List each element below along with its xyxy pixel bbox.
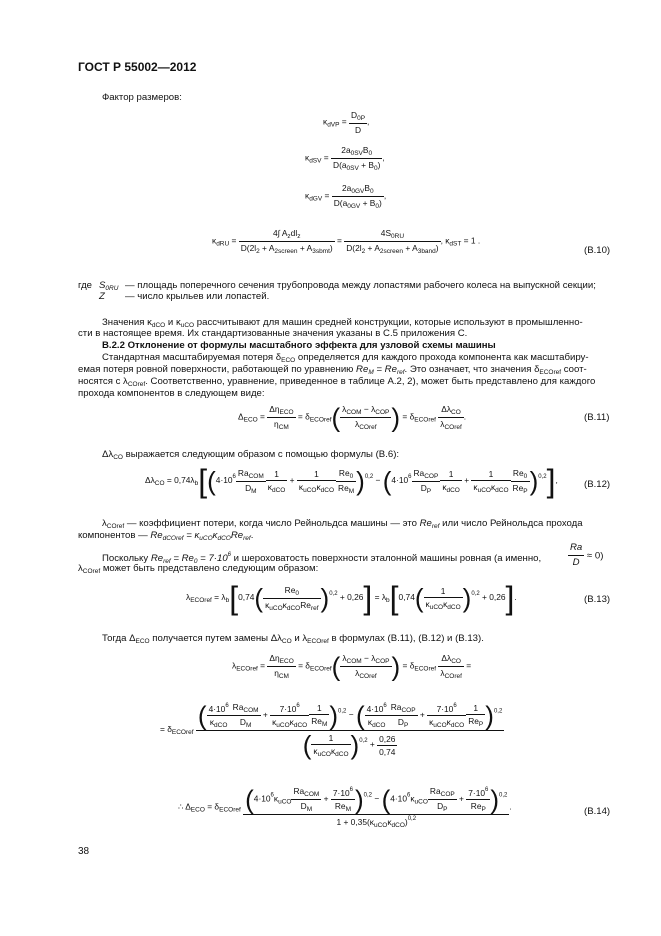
eqno-b11: (B.11) xyxy=(584,412,610,423)
para-then: Тогда $\Delta_{ECO}$ получается путем замены $\Delta\lambda_{CO}$ и $\lambda_{ECOref}$ в формулах (В.11), (В.12) и (В.13). xyxy=(102,633,484,645)
defs-s-desc: — площадь поперечного сечения трубопровода между лопастями рабочего колеса на выпускной секции; xyxy=(125,280,596,291)
p2-l1b: определяется для каждого прохода компонента как масштабиру- xyxy=(295,352,589,363)
p3-text: выражается следующим образом с помощью формулы (В.6): xyxy=(125,449,400,460)
p2-l2a: емая потеря ровной поверхности, работающей по уравнению xyxy=(78,364,357,375)
p6-t1: Тогда Δ xyxy=(102,633,136,644)
eq-b14: ∴ $\Delta_{ECO} = \delta_{ECOref}$ ($4\cdot 10^6\kappa_{uCO}$ $Ra_{COM}$ $D_M$ + $7\cdot 10^6$ $Re_M$ )$^{0,2} - (4\cdot 10^6\kappa_{uCO}$ $Ra_{COP}$ $D_P$ + $7\cdot 10^6$ $Re_P$ )$^{0,2}$ $1 + 0,35(\kappa_{uCO}\kappa_{dCO})^{0,2}$ . xyxy=(178,784,512,829)
p5-l1a: Поскольку xyxy=(102,553,151,564)
para-since-line2: $\lambda_{COref}$ может быть представлено следующим образом: xyxy=(78,563,319,575)
ra-over-d-frac: $\frac{Ra}{D}$ ≈ 0) xyxy=(570,542,604,569)
page-number: 38 xyxy=(78,846,90,857)
p5-l1b: и шероховатость поверхности эталонной машины ровная (а именно, xyxy=(233,553,542,564)
eq-kappa-dgv: $\kappa_{dGV}$ = $2a_{0GV}B_0$ $D(a_{0GV} + B_0)$ , xyxy=(305,183,387,210)
p2-l3a: носятся с λ xyxy=(78,376,128,387)
section-heading-b22: В.2.2 Отклонение от формулы масштабного эффекта для узловой схемы машины xyxy=(102,340,496,351)
p4-l1b: или число Рейнольдса прохода xyxy=(439,518,583,529)
eq-b13: $\lambda_{ECOref} = \lambda_b[0,74$( $Re_0$ $\kappa_{uCO}\kappa_{dCO}Re_{ref}$ )$^{0,2} + 0,26] = \lambda_b[0,74$( 1 $\kappa_{uCO}\kappa_{dCO}$ )$^{0,2}$ + 0,26]. xyxy=(186,580,517,616)
p2-l2b: . Это означает, что значения δ xyxy=(404,364,540,375)
defs-s-symbol: $S_{0RU}$ xyxy=(99,280,119,292)
eqno-b14: (B.14) xyxy=(584,806,611,817)
eq-lambda-ecoref: $\lambda_{ECOref}$ = $\Delta\eta_{ECO}$ $\eta_{CM}$ = $\delta_{ECOref}$( $\lambda_{COM} - \lambda_{COP}$ $\lambda_{COref}$ ) = $\delta_{ECOref}$ $\Delta\lambda_{CO}$ $\lambda_{COref}$ = xyxy=(232,651,472,682)
p4-l2a: компонентов — xyxy=(78,530,151,541)
para-values-line1: Значения $\kappa_{dCO}$ и $\kappa_{uCO}$ рассчитывают для машин средней конструкции, которые используют в промышленно- xyxy=(102,317,583,329)
para-standard-line4: прохода компонентов в следующем виде: xyxy=(78,388,265,399)
eq-kappa-dsv: $\kappa_{dSV}$ = $2a_{0SV}B_0$ $D(a_{0SV} + B_0)$ , xyxy=(305,145,385,172)
eq-b10: $\kappa_{dRU}$ = 4∫ $A_zdl_z$ $D(2l_2 + A_{2screen} + A_{3sbmt})$ = $4S_{0RU}$ $D(2l_2 + A_{2screen} + A_{3band})$ , $\kappa_{dST} = 1$ . xyxy=(212,228,481,255)
document-header: ГОСТ Р 55002—2012 xyxy=(78,60,197,74)
defs-where: где xyxy=(78,280,93,291)
defs-z-desc: — число крыльев или лопастей. xyxy=(125,291,270,302)
p5-l2: может быть представлено следующим образом: xyxy=(102,563,319,574)
eqno-b12: (B.12) xyxy=(584,479,611,490)
p6-t3: в формулах (В.11), (В.12) и (В.13). xyxy=(328,633,484,644)
para-values-line2: сти в настоящее время. Их стандартизованные значения указаны в С.5 приложения С. xyxy=(78,328,468,339)
p2-l1a: Стандартная масштабируемая потеря δ xyxy=(102,352,282,363)
para-standard-line2: емая потеря ровной поверхности, работающей по уравнению $Re_M = Re_{ref}$. Это означает, что значения $\delta_{ECOref}$ соот- xyxy=(78,364,587,376)
eqno-b13: (B.13) xyxy=(584,594,611,605)
defs-z-symbol: Z xyxy=(99,291,105,302)
para-since-line1: Поскольку $Re_{ref} = Re_0 = 7\cdot 10^6$ и шероховатость поверхности эталонной машины ровная (а именно, xyxy=(102,552,542,565)
eq-b11: $\Delta_{ECO}$ = $\Delta\eta_{ECO}$ $\eta_{CM}$ = $\delta_{ECOref}$( $\lambda_{COM} - \lambda_{COP}$ $\lambda_{COref}$ ) = $\delta_{ECOref}$ $\Delta\lambda_{CO}$ $\lambda_{COref}$ . xyxy=(238,402,467,433)
p2-l3b: . Соответственно, уравнение, приведенное в таблице А.2, 2), может быть представлено для каждого xyxy=(145,376,596,387)
p4-l1a: — коэффициент потери, когда число Рейнольдса машины — это xyxy=(126,518,420,529)
para-standard-line3: носятся с $\lambda_{COref}$. Соответственно, уравнение, приведенное в таблице А.2, 2), может быть представлено для каждого xyxy=(78,376,596,388)
size-factor-label: Фактор размеров: xyxy=(102,92,182,103)
p6-t2: получается путем замены xyxy=(149,633,271,644)
para-delta-lambda: $\Delta\lambda_{CO}$ выражается следующим образом с помощью формулы (В.6): xyxy=(102,449,400,461)
para-lambda-coref-line1: $\lambda_{COref}$ — коэффициент потери, когда число Рейнольдса машины — это $Re_{ref}$ или число Рейнольдса прохода xyxy=(102,518,583,530)
eq-b12: $\Delta\lambda_{CO} = 0,74\lambda_b[(4\cdot 10^6$ $Ra_{COM}$ $D_M$ 1 $\kappa_{dCO}$ + 1 $\kappa_{uCO}\kappa_{dCO}$ $Re_0$ $Re_M$ )$^{0,2} - (4\cdot 10^6$ $Ra_{COP}$ $D_P$ 1 $\kappa_{dCO}$ + 1 $\kappa_{uCO}\kappa_{dCO}$ $Re_0$ $Re_P$ )$^{0,2}$], xyxy=(145,463,558,499)
eqno-b10: (B.10) xyxy=(584,245,611,256)
para-standard-line1: Стандартная масштабируемая потеря $\delta_{ECO}$ определяется для каждого прохода компонента как масштабиру- xyxy=(102,352,589,364)
para-lambda-coref-line2: компонентов — $Re_{dCOref} = \kappa_{uCO}\kappa_{dCO}Re_{ref}$. xyxy=(78,530,254,542)
para-values-text1: рассчитывают для машин средней конструкции, которые используют в промышленно- xyxy=(196,317,583,328)
eq-kappa-dvp: $\kappa_{dVP}$ = $\frac{D_{0P}}{D}$ , xyxy=(323,110,370,135)
p2-l2c: соот- xyxy=(561,364,587,375)
eq-expanded: = $\delta_{ECOref}$ ( $4\cdot 10^6$ $\kappa_{dCO}$ $Ra_{COM}$ $D_M$ + $7\cdot 10^6$ $\kappa_{uCO}\kappa_{dCO}$ 1 $Re_M$ )$^{0,2}$ − ( $4\cdot 10^6$ $\kappa_{dCO}$ $Ra_{COP}$ $D_P$ + $7\cdot 10^6$ $\kappa_{uCO}\kappa_{dCO}$ 1 $Re_P$ )$^{0,2}$ ( 1 $\kappa_{uCO}\kappa_{dCO}$ )$^{0,2}$ + $\frac{0,26}{0,74}$ xyxy=(160,700,503,760)
